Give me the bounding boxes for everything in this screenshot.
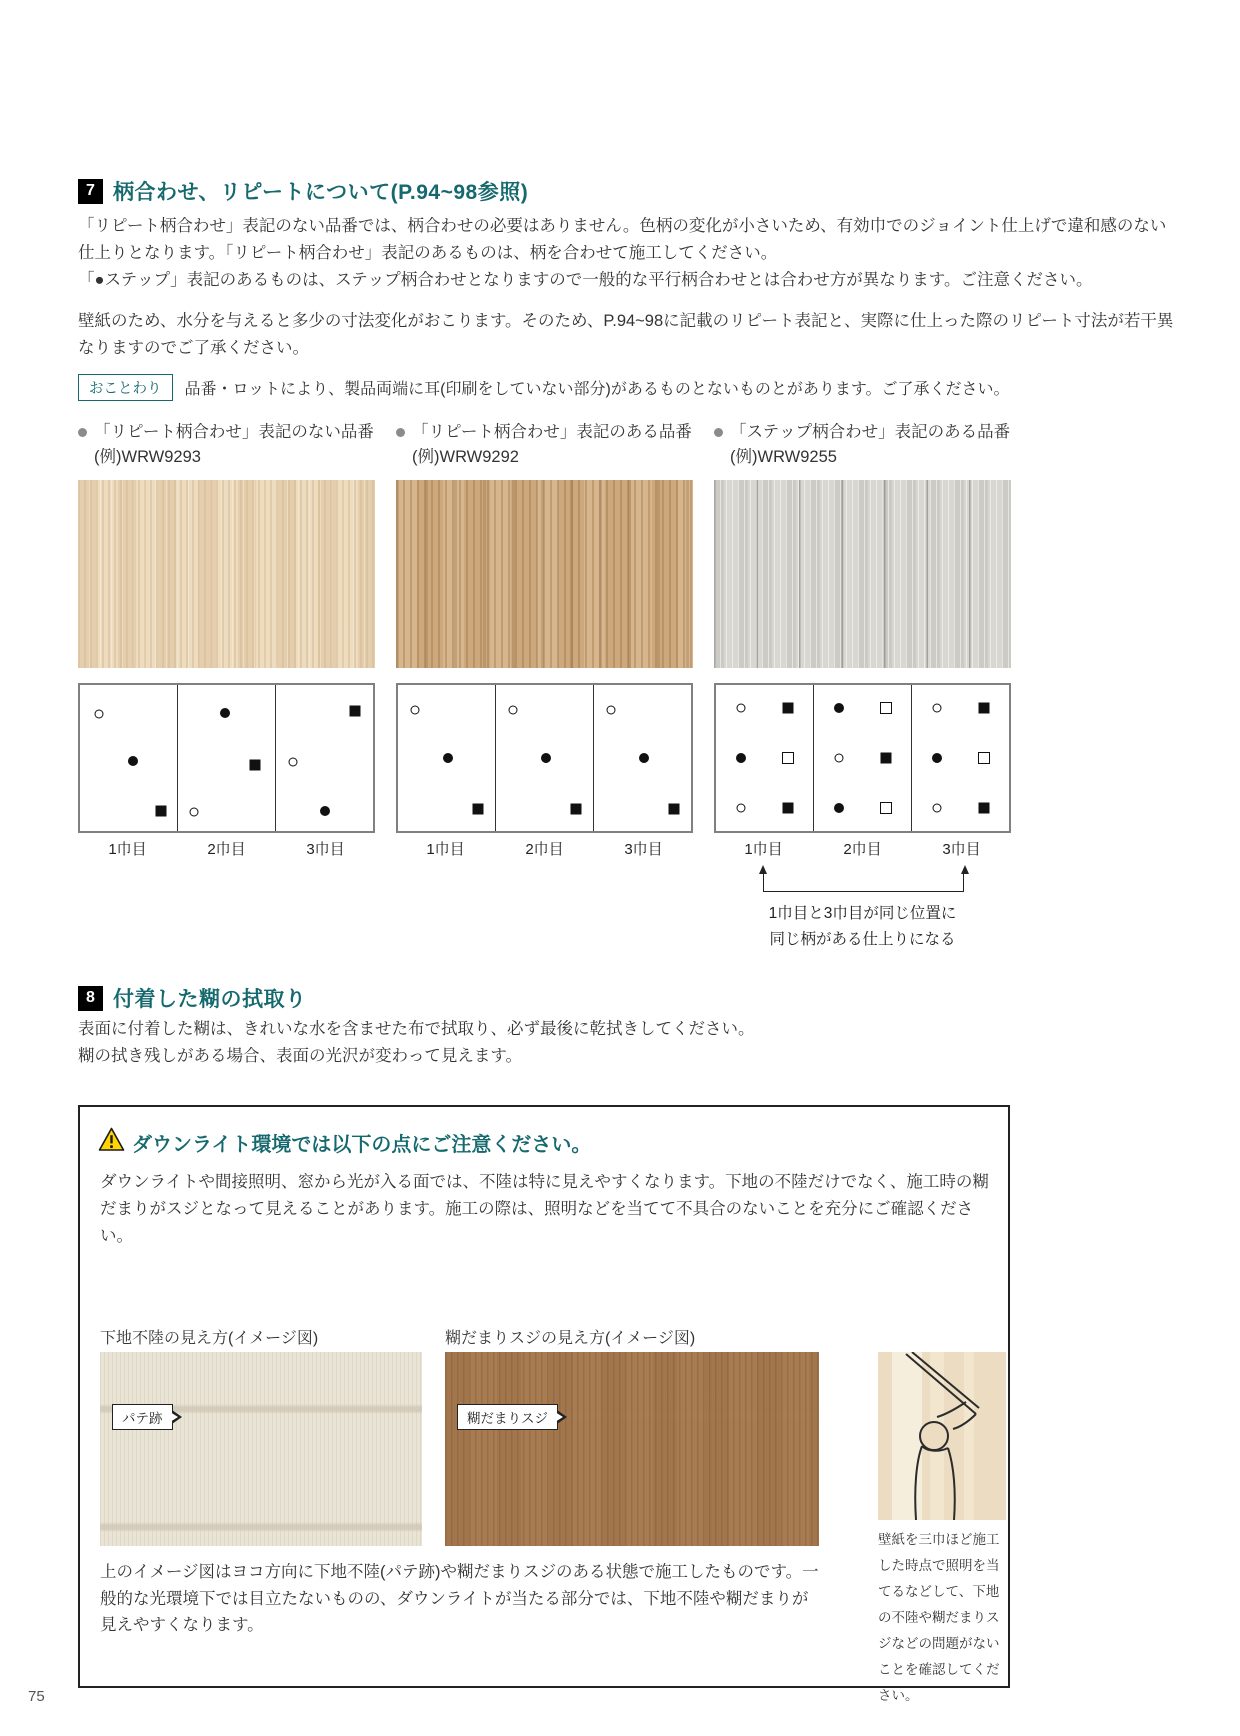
width-label-2: 2巾目: [207, 841, 246, 858]
square-filled-symbol: [349, 706, 360, 717]
width-labels: [78, 838, 375, 859]
pattern-diagram-step: [714, 683, 1011, 833]
diagram-panel: [275, 685, 373, 831]
disclaimer-text: 品番・ロットにより、製品両端に耳(印刷をしていない部分)があるものとないものとがあります。ご了承ください。: [184, 381, 1010, 398]
square-filled-symbol: [880, 753, 891, 764]
bullet-icon: [78, 428, 87, 437]
pattern-diagram-no-repeat: [78, 683, 375, 833]
example-column-repeat: [396, 420, 693, 859]
diagram-panel: [398, 685, 495, 831]
circle-filled-symbol: [541, 753, 551, 763]
step-note-line1: 1巾目と3巾目が同じ位置に: [768, 905, 957, 922]
width-labels: [396, 838, 693, 859]
circle-filled-symbol: [443, 753, 453, 763]
square-open-symbol: [978, 752, 990, 764]
width-labels: [714, 838, 1011, 859]
example-column-no-repeat: [78, 420, 375, 859]
circle-filled-symbol: [639, 753, 649, 763]
width-label-3: 3巾目: [624, 841, 663, 858]
circle-open-symbol: [509, 705, 518, 714]
width-label-2: 2巾目: [843, 841, 882, 858]
circle-open-symbol: [289, 758, 298, 767]
circle-open-symbol: [607, 705, 616, 714]
diagram-panel: [716, 685, 813, 831]
example-header: [714, 420, 1011, 445]
warning-body: ダウンライトや間接照明、窓から光が入る面では、不陸は特に見えやすくなります。下地の不陸だけでなく、施工時の糊だまりがスジとなって見えることがあります。施工の際は、照明などを当てて不具合のないことを充分にご確認ください。: [100, 1173, 989, 1245]
section8-title: 付着した糊の拭取り: [113, 988, 307, 1011]
example-label: 「リピート柄合わせ」表記のない品番: [94, 423, 374, 441]
circle-filled-symbol: [320, 806, 330, 816]
circle-open-symbol: [190, 808, 199, 817]
wallpaper-swatch-wrw9292: [396, 480, 693, 668]
square-filled-symbol: [782, 802, 793, 813]
square-filled-symbol: [782, 703, 793, 714]
disclaimer-label: おことわり: [78, 374, 173, 401]
section7-paragraph2: 「●ステップ」表記のあるものは、ステップ柄合わせとなりますので一般的な平行柄合わせとは合わせ方が異なります。ご注意ください。: [78, 271, 1093, 289]
substrate-caption: 下地不陸の見え方(イメージ図): [100, 1330, 319, 1347]
circle-filled-symbol: [736, 753, 746, 763]
circle-filled-symbol: [834, 803, 844, 813]
section8-line2: 糊の拭き残しがある場合、表面の光沢が変わって見えます。: [78, 1047, 523, 1065]
warning-title: ダウンライト環境では以下の点にご注意ください。: [132, 1133, 592, 1156]
putty-trace-tag: [112, 1404, 173, 1430]
section8-heading: [78, 983, 307, 1013]
wallpaper-swatch-wrw9255: [714, 480, 1011, 668]
width-label-3: 3巾目: [942, 841, 981, 858]
example-header: [396, 420, 693, 445]
square-open-symbol: [880, 802, 892, 814]
warning-icon: [98, 1127, 125, 1157]
section7-title: 柄合わせ、リピートについて(P.94~98参照): [113, 181, 529, 204]
square-filled-symbol: [668, 804, 679, 815]
example-code: (例)WRW9255: [730, 448, 837, 466]
example-header: [78, 420, 375, 445]
warning-bottom-text: 上のイメージ図はヨコ方向に下地不陸(パテ跡)や糊だまりスジのある状態で施工したものです。一般的な光環境下では目立たないものの、ダウンライトが当たる部分では、下地不陸や糊だまりが見えやすくなります。: [100, 1563, 819, 1634]
disclaimer-row: [78, 374, 1010, 401]
warning-title-row: [98, 1127, 591, 1157]
square-filled-symbol: [978, 802, 989, 813]
section7-paragraph1: 「リピート柄合わせ」表記のない品番では、柄合わせの必要はありません。色柄の変化が小さいため、有効巾でのジョイント仕上げで違和感のない仕上りとなります。「リピート柄合わせ」表記のあるものは、柄を合わせて施工してください。: [78, 217, 1167, 262]
circle-open-symbol: [737, 704, 746, 713]
diagram-panel: [593, 685, 691, 831]
diagram-panel: [911, 685, 1009, 831]
width-label-1: 1巾目: [108, 841, 147, 858]
wallpaper-swatch-wrw9293: [78, 480, 375, 668]
circle-filled-symbol: [128, 756, 138, 766]
person-checking-light-illustration: [878, 1352, 1006, 1520]
section7-number-badge: 7: [78, 179, 103, 204]
step-match-note: [714, 901, 1011, 953]
section8-line1: 表面に付着した糊は、きれいな水を含ませた布で拭取り、必ず最後に乾拭きしてください。: [78, 1020, 755, 1038]
diagram-panel: [495, 685, 593, 831]
page-number: 75: [28, 1688, 45, 1705]
diagram-panel: [177, 685, 275, 831]
circle-open-symbol: [835, 754, 844, 763]
circle-filled-symbol: [932, 753, 942, 763]
section7-heading: [78, 176, 528, 206]
square-filled-symbol: [472, 804, 483, 815]
warning-right-text: 壁紙を三巾ほど施工した時点で照明を当てるなどして、下地の不陸や糊だまりスジなどの問題がないことを確認してください。: [878, 1532, 1000, 1703]
glue-streak-tag: [457, 1404, 558, 1430]
example-code: (例)WRW9293: [94, 448, 201, 466]
width-label-3: 3巾目: [306, 841, 345, 858]
bullet-icon: [714, 428, 723, 437]
square-filled-symbol: [570, 804, 581, 815]
bullet-icon: [396, 428, 405, 437]
pattern-diagram-repeat: [396, 683, 693, 833]
width-label-1: 1巾目: [426, 841, 465, 858]
section7-paragraph3: 壁紙のため、水分を与えると多少の寸法変化がおこります。そのため、P.94~98に記載のリピート表記と、実際に仕上った際のリピート寸法が若干異なりますのでご了承ください。: [78, 312, 1174, 357]
circle-filled-symbol: [834, 703, 844, 713]
example-label: 「リピート柄合わせ」表記のある品番: [412, 423, 692, 441]
putty-trace-image: [100, 1352, 422, 1546]
glue-streak-image: [445, 1352, 819, 1546]
step-match-bracket-arrows: [763, 869, 964, 892]
example-column-step: [714, 420, 1011, 953]
glue-streak-tag-label: 糊だまりスジ: [467, 1411, 548, 1426]
circle-open-symbol: [411, 705, 420, 714]
circle-open-symbol: [95, 710, 104, 719]
square-open-symbol: [782, 752, 794, 764]
width-label-2: 2巾目: [525, 841, 564, 858]
square-open-symbol: [880, 702, 892, 714]
example-code: (例)WRW9292: [412, 448, 519, 466]
square-filled-symbol: [978, 703, 989, 714]
diagram-panel: [80, 685, 177, 831]
circle-open-symbol: [737, 803, 746, 812]
circle-open-symbol: [933, 803, 942, 812]
diagram-panel: [813, 685, 911, 831]
section8-number-badge: 8: [78, 986, 103, 1011]
downlight-warning-box: [78, 1105, 1010, 1703]
circle-open-symbol: [933, 704, 942, 713]
square-filled-symbol: [249, 760, 260, 771]
glue-streak-caption: 糊だまりスジの見え方(イメージ図): [445, 1330, 696, 1347]
width-label-1: 1巾目: [744, 841, 783, 858]
putty-trace-tag-label: パテ跡: [122, 1411, 163, 1426]
step-note-line2: 同じ柄がある仕上りになる: [769, 931, 956, 948]
circle-filled-symbol: [220, 708, 230, 718]
example-label: 「ステップ柄合わせ」表記のある品番: [730, 423, 1011, 441]
square-filled-symbol: [156, 805, 167, 816]
